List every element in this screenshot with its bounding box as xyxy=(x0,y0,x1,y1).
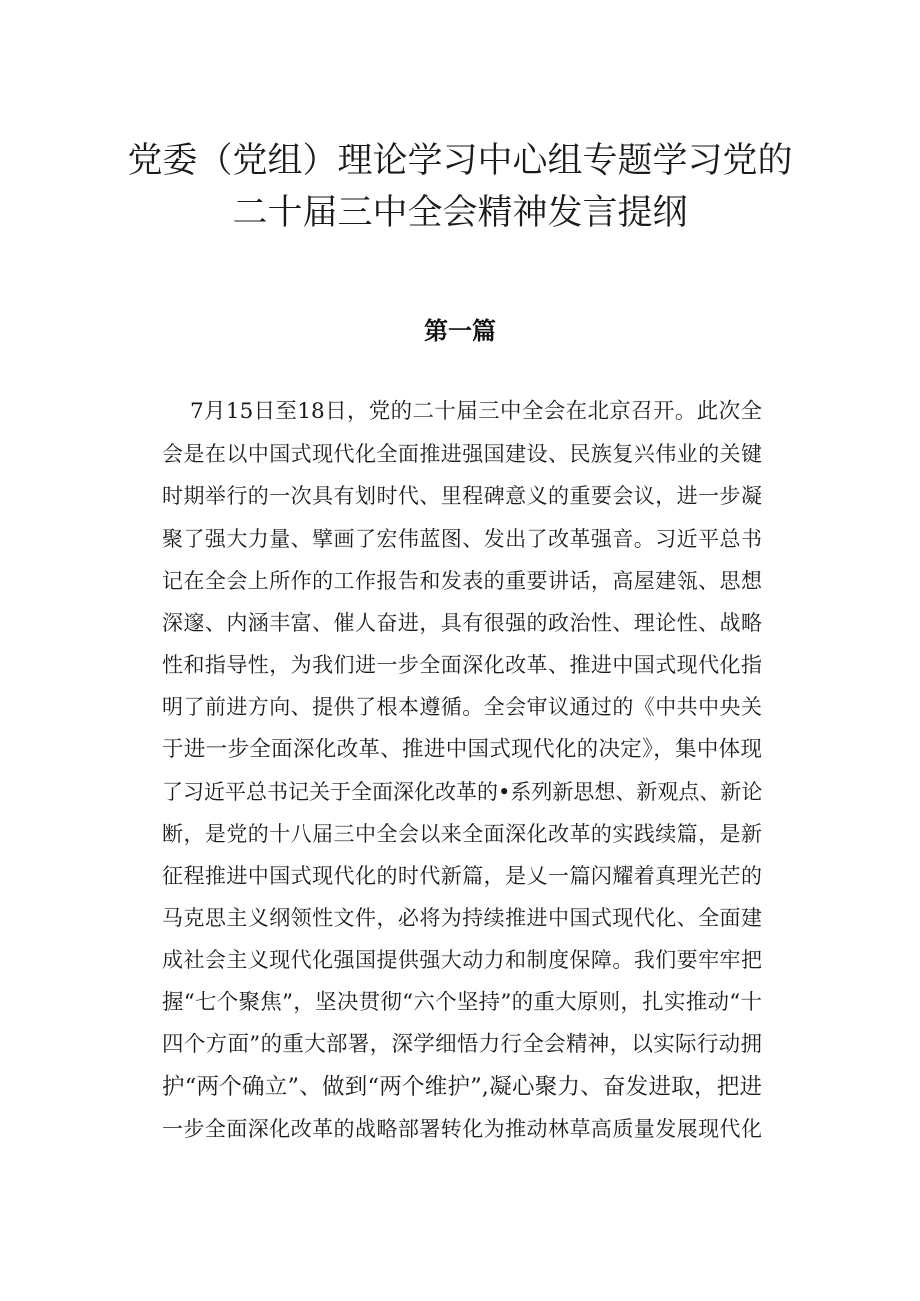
paragraph-line: 时期举行的一次具有划时代、里程碑意义的重要会议，进一步凝 xyxy=(162,484,762,509)
document-title-line-1: 党委（党组）理论学习中心组专题学习党的 xyxy=(127,141,793,181)
paragraph-line: 马克思主义纲领性文件，必将为持续推进中国式现代化、全面建 xyxy=(162,906,762,931)
document-title-line-2: 二十届三中全会精神发言提纲 xyxy=(232,193,688,233)
paragraph-line: 握“七个聚焦”，坚决贯彻“六个坚持”的重大原则，扎实推动“十 xyxy=(162,989,762,1015)
section-heading: 第一篇 xyxy=(424,317,496,345)
paragraph-line: 四个方面”的重大部署，深学细悟力行全会精神，以实际行动拥 xyxy=(162,1031,762,1057)
paragraph-line: 聚了强大力量、擘画了宏伟蓝图、发出了改革强音。习近平总书 xyxy=(162,526,762,551)
paragraph-line: 征程推进中国式现代化的时代新篇，是乂一篇闪耀着真理光芒的 xyxy=(162,864,762,889)
paragraph-line: 一步全面深化改革的战略部署转化为推动林草高质量发展现代化 xyxy=(162,1117,762,1142)
paragraph-line: 断，是党的十八届三中全会以来全面深化改革的实践续篇，是新 xyxy=(162,821,762,846)
paragraph-line: 了习近平总书记关于全面深化改革的•系列新思想、新观点、新论 xyxy=(162,779,763,804)
paragraph-line: 成社会主义现代化强国提供强大动力和制度保障。我们要牢牢把 xyxy=(162,948,762,973)
paragraph-line: 明了前进方向、提供了根本遵循。全会审议通过的《中共中央关 xyxy=(162,695,762,720)
paragraph-line: 深邃、内涵丰富、催人奋进，具有很强的政治性、理论性、战略 xyxy=(162,610,762,635)
body-paragraph xyxy=(162,391,762,1150)
paragraph-line: 于进一步全面深化改革、推进中国式现代化的决定》，集中体现 xyxy=(162,736,762,762)
paragraph-line: 7月15日至18日，党的二十届三中全会在北京召开。此次全 xyxy=(190,399,762,424)
paragraph-line: 护“两个确立”、做到“两个维护”,凝心聚力、奋发进取，把进 xyxy=(162,1074,762,1100)
paragraph-line: 性和指导性，为我们进一步全面深化改革、推进中国式现代化指 xyxy=(162,653,762,678)
paragraph-line: 记在全会上所作的工作报告和发表的重要讲话，高屋建瓴、思想 xyxy=(162,568,762,593)
paragraph-line: 会是在以中国式现代化全面推进强国建设、民族复兴伟业的关键 xyxy=(162,442,762,467)
